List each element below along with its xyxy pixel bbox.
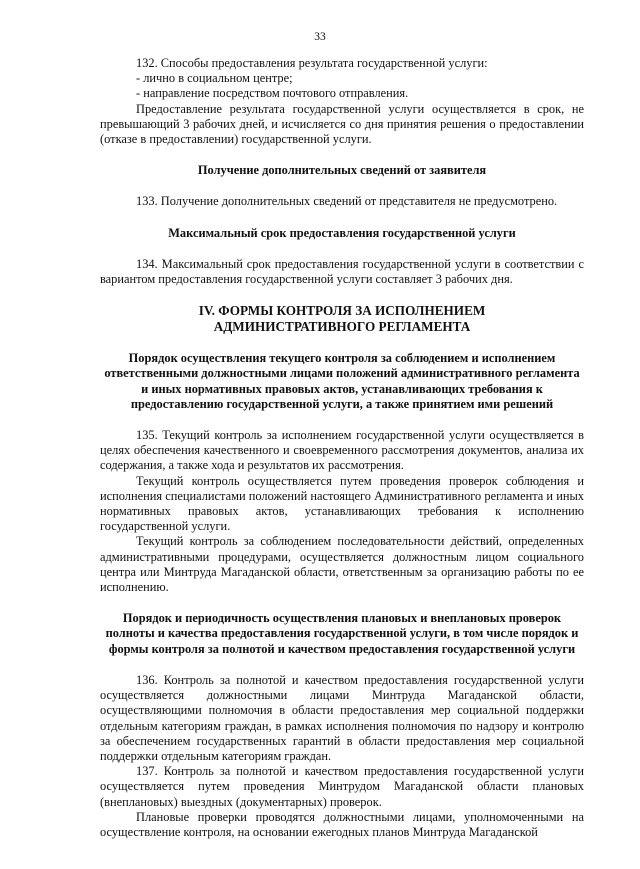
paragraph-132-deadline: Предоставление результата государственной услуги осуществляется в срок, не превышающий 3 рабочих дней, и исчисляется со дня принятия решения о предоставлении (отказе в предоставлении) государственной услуги. bbox=[100, 101, 584, 147]
paragraph-135-a: 135. Текущий контроль за исполнением государственной услуги осуществляется в целях обеспечения качественного и своевременного рассмотрения документов, анализа их содержания, а также хода и результатов их рассмотрения. bbox=[100, 428, 584, 473]
paragraph-134: 134. Максимальный срок предоставления государственной услуги в соответствии с вариантом предоставления государственной услуги составляет 3 рабочих дня. bbox=[100, 256, 584, 287]
list-item: - лично в социальном центре; bbox=[136, 71, 293, 86]
section-iv-title-line2: АДМИНИСТРАТИВНОГО РЕГЛАМЕНТА bbox=[213, 319, 471, 335]
paragraph-137-continued: Плановые проверки проводятся должностными лицами, уполномоченными на осуществление контроля, на основании ежегодных планов Минтруда Магаданской bbox=[100, 809, 584, 839]
page-number: 33 bbox=[314, 31, 326, 43]
list-item: - направление посредством почтового отправления. bbox=[136, 86, 409, 101]
paragraph-133: 133. Получение дополнительных сведений от представителя не предусмотрено. bbox=[136, 194, 558, 209]
section-iv-title-line1: IV. ФОРМЫ КОНТРОЛЯ ЗА ИСПОЛНЕНИЕМ bbox=[198, 303, 486, 319]
heading-current-control: Порядок осуществления текущего контроля за соблюдением и исполнением ответственными должностными лицами положений административного регламента и иных нормативных правовых актов, устанавливающих требования к предоставлению государственной услуги, а также принятием ими решений bbox=[104, 351, 580, 411]
paragraph-135-b: Текущий контроль осуществляется путем проведения проверок соблюдения и исполнения специалистами положений настоящего Административного регламента и иных нормативных правовых актов, устанавливающих требования к исполнению государственной услуги. bbox=[100, 473, 584, 534]
paragraph-137: 137. Контроль за полнотой и качеством предоставления государственной услуги осуществляется путем проведения Минтрудом Магаданской области плановых (внеплановых) выездных (документарных) проверок. bbox=[100, 764, 584, 809]
paragraph-136: 136. Контроль за полнотой и качеством предоставления государственной услуги осуществляется должностными лицами Минтруда Магаданской области, осуществляющими полномочия в области предоставления мер социальной поддержки отдельным категориям граждан, в рамках исполнения полномочия по надзору и контролю за обеспечением государственных гарантий в области предоставления мер социальной поддержки отдельным категориям граждан. bbox=[100, 672, 584, 763]
heading-max-term: Максимальный срок предоставления государственной услуги bbox=[168, 225, 516, 240]
paragraph-132-intro: 132. Способы предоставления результата государственной услуги: bbox=[136, 56, 488, 70]
document-body bbox=[100, 56, 584, 840]
heading-additional-info: Получение дополнительных сведений от заявителя bbox=[197, 163, 487, 178]
paragraph-135-c: Текущий контроль за соблюдением последовательности действий, определенных административными процедурами, осуществляется должностным лицом социального центра или Минтруда Магаданской области, ответственным за организацию работы по ее исполнению. bbox=[100, 534, 584, 595]
heading-periodic-checks: Порядок и периодичность осуществления плановых и внеплановых проверок полноты и качества предоставления государственной услуги, в том числе порядок и формы контроля за полнотой и качеством предоставления государственной услуги bbox=[105, 611, 579, 656]
